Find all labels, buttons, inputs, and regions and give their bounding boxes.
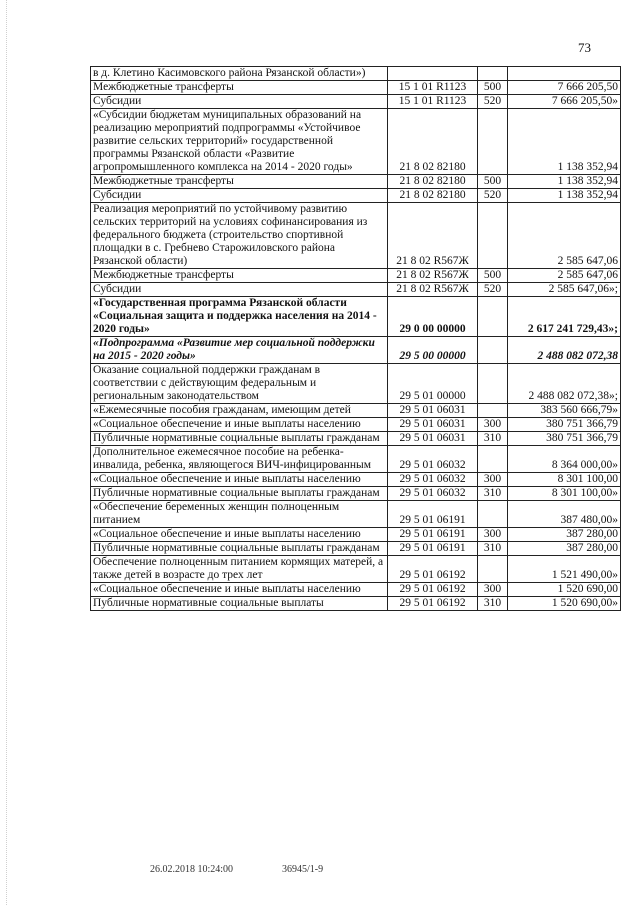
row-name-cell: Межбюджетные трансферты	[91, 81, 388, 95]
row-sum-cell: 1 138 352,94	[508, 189, 621, 203]
row-sum-cell: 1 138 352,94	[508, 175, 621, 189]
table-row	[91, 473, 621, 487]
row-type-cell	[478, 297, 508, 337]
row-name-cell: Дополнительное ежемесячное пособие на ребенка-инвалида, ребенка, являющегося ВИЧ-инфицированным	[91, 446, 388, 473]
footer-doc-number: 36945/1-9	[282, 864, 324, 875]
row-type-cell: 500	[478, 175, 508, 189]
row-name-cell: Публичные нормативные социальные выплаты гражданам	[91, 432, 388, 446]
row-sum-cell: 2 617 241 729,43»;	[508, 297, 621, 337]
row-code-cell: 21 8 02 R567Ж	[388, 203, 478, 269]
row-sum-cell: 380 751 366,79	[508, 418, 621, 432]
table-row	[91, 583, 621, 597]
row-sum-cell: 1 138 352,94	[508, 109, 621, 175]
row-sum-cell: 8 364 000,00»	[508, 446, 621, 473]
row-code-cell: 15 1 01 R1123	[388, 81, 478, 95]
row-type-cell: 300	[478, 583, 508, 597]
scan-margin-line	[6, 0, 7, 905]
table-row	[91, 283, 621, 297]
row-type-cell: 300	[478, 418, 508, 432]
row-name-cell: Обеспечение полноценным питанием кормящих матерей, а также детей в возрасте до трех лет	[91, 556, 388, 583]
row-type-cell: 310	[478, 542, 508, 556]
table-row	[91, 337, 621, 364]
row-sum-cell: 387 280,00	[508, 542, 621, 556]
row-name-cell: «Социальное обеспечение и иные выплаты населению	[91, 473, 388, 487]
row-type-cell	[478, 337, 508, 364]
table-row	[91, 418, 621, 432]
row-sum-cell: 387 280,00	[508, 528, 621, 542]
row-sum-cell: 2 585 647,06	[508, 203, 621, 269]
table-row	[91, 597, 621, 611]
row-name-cell: Оказание социальной поддержки гражданам в соответствии с действующим федеральным и региональным законодательством	[91, 364, 388, 404]
row-code-cell: 21 8 02 82180	[388, 189, 478, 203]
row-sum-cell: 7 666 205,50»	[508, 95, 621, 109]
row-type-cell: 520	[478, 283, 508, 297]
row-name-cell: «Социальное обеспечение и иные выплаты населению	[91, 418, 388, 432]
row-code-cell: 21 8 02 R567Ж	[388, 283, 478, 297]
row-name-cell: «Субсидии бюджетам муниципальных образований на реализацию мероприятий подпрограммы «Устойчивое развитие сельских территорий» государственной программы Рязанской области «Развитие агропромышленного комплекса на 2014 - 2020 годы»	[91, 109, 388, 175]
row-code-cell: 29 5 01 00000	[388, 364, 478, 404]
row-sum-cell: 2 488 082 072,38»;	[508, 364, 621, 404]
row-code-cell: 21 8 02 82180	[388, 109, 478, 175]
row-type-cell: 500	[478, 269, 508, 283]
row-type-cell: 300	[478, 528, 508, 542]
row-sum-cell: 8 301 100,00	[508, 473, 621, 487]
row-code-cell	[388, 67, 478, 81]
row-type-cell: 520	[478, 189, 508, 203]
row-name-cell: Субсидии	[91, 95, 388, 109]
row-sum-cell: 1 520 690,00»	[508, 597, 621, 611]
table-row	[91, 556, 621, 583]
row-code-cell: 29 0 00 00000	[388, 297, 478, 337]
row-type-cell: 310	[478, 432, 508, 446]
row-sum-cell: 380 751 366,79	[508, 432, 621, 446]
table-row	[91, 487, 621, 501]
table-row	[91, 95, 621, 109]
table-row	[91, 446, 621, 473]
row-code-cell: 21 8 02 82180	[388, 175, 478, 189]
row-name-cell: «Социальное обеспечение и иные выплаты населению	[91, 528, 388, 542]
row-type-cell	[478, 67, 508, 81]
table-row	[91, 175, 621, 189]
row-code-cell: 29 5 01 06192	[388, 583, 478, 597]
row-type-cell	[478, 446, 508, 473]
table-row	[91, 109, 621, 175]
row-sum-cell: 383 560 666,79»	[508, 404, 621, 418]
row-type-cell	[478, 404, 508, 418]
row-name-cell: «Обеспечение беременных женщин полноценным питанием	[91, 501, 388, 528]
footer-date: 26.02.2018 10:24:00	[150, 864, 234, 875]
row-sum-cell: 7 666 205,50	[508, 81, 621, 95]
table-row	[91, 81, 621, 95]
table-row	[91, 269, 621, 283]
table-row	[91, 189, 621, 203]
row-type-cell	[478, 364, 508, 404]
row-code-cell: 29 5 01 06032	[388, 446, 478, 473]
row-code-cell: 29 5 01 06031	[388, 404, 478, 418]
row-type-cell: 310	[478, 597, 508, 611]
row-sum-cell: 387 480,00»	[508, 501, 621, 528]
row-name-cell: Публичные нормативные социальные выплаты гражданам	[91, 487, 388, 501]
row-type-cell: 300	[478, 473, 508, 487]
row-code-cell: 29 5 01 06032	[388, 473, 478, 487]
budget-table	[90, 66, 621, 611]
row-sum-cell: 1 520 690,00	[508, 583, 621, 597]
row-type-cell	[478, 501, 508, 528]
row-name-cell: Реализация мероприятий по устойчивому развитию сельских территорий на условиях софинансирования из федерального бюджета (строительство спортивной площадки в с. Гребнево Старожиловского района Рязанской области)	[91, 203, 388, 269]
row-code-cell: 29 5 01 06192	[388, 597, 478, 611]
table-row	[91, 364, 621, 404]
row-name-cell: Субсидии	[91, 283, 388, 297]
table-row	[91, 297, 621, 337]
row-name-cell: «Социальное обеспечение и иные выплаты населению	[91, 583, 388, 597]
row-name-cell: Межбюджетные трансферты	[91, 269, 388, 283]
row-code-cell: 29 5 01 06192	[388, 556, 478, 583]
row-name-cell: Публичные нормативные социальные выплаты гражданам	[91, 542, 388, 556]
row-type-cell	[478, 203, 508, 269]
row-code-cell: 29 5 01 06191	[388, 542, 478, 556]
row-code-cell: 15 1 01 R1123	[388, 95, 478, 109]
row-sum-cell: 2 488 082 072,38	[508, 337, 621, 364]
table-row	[91, 528, 621, 542]
row-type-cell: 310	[478, 487, 508, 501]
row-name-cell: в д. Клетино Касимовского района Рязанской области»)	[91, 67, 388, 81]
page-number: 73	[578, 40, 591, 55]
row-code-cell: 29 5 01 06032	[388, 487, 478, 501]
row-name-cell: «Подпрограмма «Развитие мер социальной поддержки на 2015 - 2020 годы»	[91, 337, 388, 364]
table-row	[91, 432, 621, 446]
table-row	[91, 501, 621, 528]
row-name-cell: «Государственная программа Рязанской области «Социальная защита и поддержка населения на 2014 - 2020 годы»	[91, 297, 388, 337]
row-sum-cell: 2 585 647,06	[508, 269, 621, 283]
row-code-cell: 29 5 01 06031	[388, 432, 478, 446]
row-code-cell: 29 5 01 06031	[388, 418, 478, 432]
table-row	[91, 404, 621, 418]
row-code-cell: 29 5 01 06191	[388, 528, 478, 542]
row-type-cell	[478, 556, 508, 583]
row-type-cell: 520	[478, 95, 508, 109]
row-sum-cell: 1 521 490,00»	[508, 556, 621, 583]
row-code-cell: 29 5 00 00000	[388, 337, 478, 364]
row-name-cell: Межбюджетные трансферты	[91, 175, 388, 189]
table-row	[91, 203, 621, 269]
row-sum-cell	[508, 67, 621, 81]
table-row	[91, 542, 621, 556]
table-row	[91, 67, 621, 81]
row-type-cell: 500	[478, 81, 508, 95]
row-code-cell: 21 8 02 R567Ж	[388, 269, 478, 283]
row-name-cell: Публичные нормативные социальные выплаты	[91, 597, 388, 611]
budget-table-body	[91, 67, 621, 611]
row-name-cell: «Ежемесячные пособия гражданам, имеющим детей	[91, 404, 388, 418]
row-sum-cell: 2 585 647,06»;	[508, 283, 621, 297]
row-type-cell	[478, 109, 508, 175]
row-sum-cell: 8 301 100,00»	[508, 487, 621, 501]
row-code-cell: 29 5 01 06191	[388, 501, 478, 528]
row-name-cell: Субсидии	[91, 189, 388, 203]
